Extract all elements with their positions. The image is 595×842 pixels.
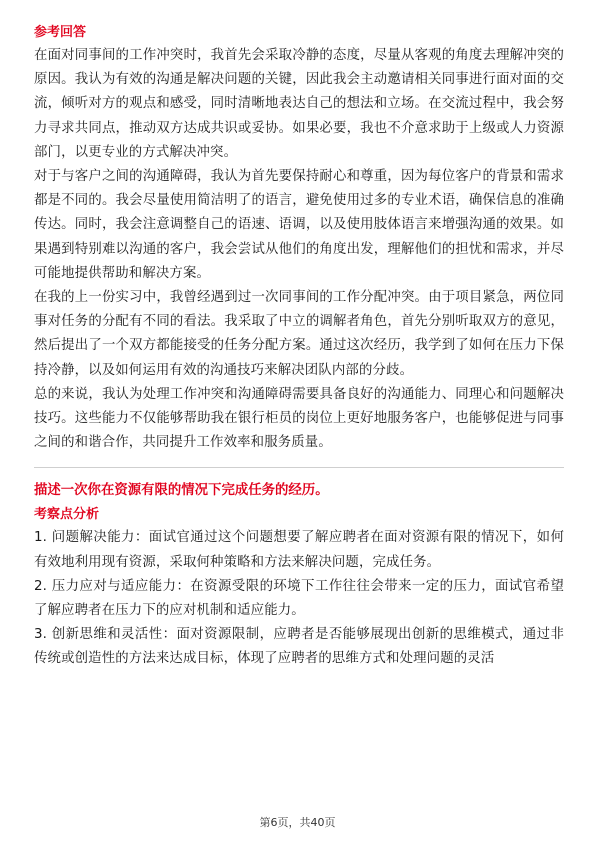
question-heading: 描述一次你在资源有限的情况下完成任务的经历。	[34, 483, 329, 499]
analysis-item-3: 3. 创新思维和灵活性：面对资源限制，应聘者是否能够展现出创新的思维模式，通过非传统或创造性的方法来达成目标，体现了应聘者的思维方式和处理问题的灵活	[34, 627, 564, 667]
answer-section-label: 参考回答	[34, 25, 87, 40]
analysis-section-label: 考察点分析	[34, 507, 100, 523]
analysis-item-1: 1. 问题解决能力：面试官通过这个问题想要了解应聘者在面对资源有限的情况下，如何有效地利用现有资源，采取何种策略和方法来解决问题，完成任务。	[34, 530, 564, 570]
answer-paragraph-3: 在我的上一份实习中，我曾经遇到过一次同事间的工作分配冲突。由于项目紧急，两位同事对任务的分配有不同的看法。我采取了中立的调解者角色，首先分别听取双方的意见，然后提出了一个双方都能接受的任务分配方案。通过这次经历，我学到了如何在压力下保持冷静，以及如何运用有效的沟通技巧来解决团队内部的分歧。	[34, 290, 564, 378]
answer-paragraph-1: 在面对同事间的工作冲突时，我首先会采取冷静的态度，尽量从客观的角度去理解冲突的原因。我认为有效的沟通是解决问题的关键，因此我会主动邀请相关同事进行面对面的交流，倾听对方的观点和感受，同时清晰地表达自己的想法和立场。在交流过程中，我会努力寻求共同点，推动双方达成共识或妥协。如果必要，我也不介意求助于上级或人力资源部门，以更专业的方式解决冲突。	[34, 48, 564, 160]
analysis-item-2: 2. 压力应对与适应能力：在资源受限的环境下工作往往会带来一定的压力，面试官希望了解应聘者在压力下的应对机制和适应能力。	[34, 578, 564, 619]
answer-paragraph-2: 对于与客户之间的沟通障碍，我认为首先要保持耐心和尊重，因为每位客户的背景和需求都是不同的。我会尽量使用简洁明了的语言，避免使用过多的专业术语，确保信息的准确传达。同时，我会注意调整自己的语速、语调，以及使用肢体语言来增强沟通的效果。如果遇到特别难以沟通的客户，我会尝试从他们的角度出发，理解他们的担忧和需求，并尽可能地提供帮助和解决方案。	[34, 169, 564, 281]
answer-paragraph-4: 总的来说，我认为处理工作冲突和沟通障碍需要具备良好的沟通能力、同理心和问题解决技巧。这些能力不仅能够帮助我在银行柜员的岗位上更好地服务客户，也能够促进与同事之间的和谐合作，共同提升工作效率和服务质量。	[34, 386, 564, 451]
document-page	[34, 22, 564, 672]
section-divider	[34, 467, 564, 468]
page-footer: 第6页，共40页	[259, 816, 336, 829]
